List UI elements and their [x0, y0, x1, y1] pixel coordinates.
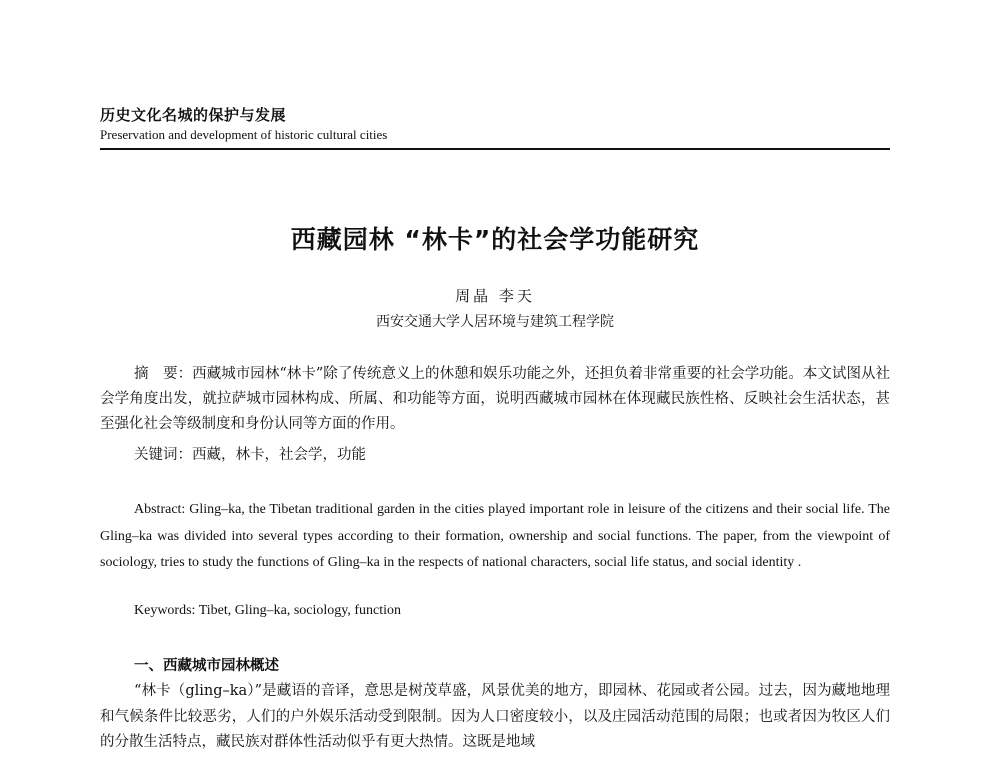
keywords-zh-label: 关键词：: [134, 447, 192, 463]
article-affiliation: 西安交通大学人居环境与建筑工程学院: [376, 314, 614, 330]
article-authors: 周晶 李天: [455, 287, 535, 305]
abstract-en-label: Abstract:: [134, 502, 190, 517]
keywords-zh-text: 西藏，林卡，社会学，功能: [192, 447, 366, 463]
header-rule: [100, 148, 890, 150]
body-paragraph: [100, 679, 890, 756]
keywords-zh: [134, 443, 366, 464]
header-title-en: Preservation and development of historic cultural cities: [100, 127, 388, 142]
abstract-en-text: Gling–ka, the Tibetan traditional garden in the cities played important role in leisure of the citizens and their social life. The Gling–ka was divided into several types according to their formation, ownership and social functions. The paper, from the viewpoint of sociology, tries to study the functions of Gling–ka in the respects of national characters, social life status, and social identity .: [100, 502, 891, 570]
abstract-zh: [100, 362, 890, 437]
article-title: 西藏园林 “林卡”的社会学功能研究: [290, 225, 700, 254]
body-paragraph-text: “林卡（gling–ka）”是藏语的音译，意思是树茂草盛，风景优美的地方，即园林、花园或者公园。过去，因为藏地地理和气候条件比较恶劣，人们的户外娱乐活动受到限制。因为人口密度较小，以及庄园活动范围的局限；也或者因为牧区人们的分散生活特点，藏民族对群体性活动似乎有更大热情。这既是地域: [100, 683, 890, 750]
abstract-zh-label: 摘 要：: [134, 366, 193, 382]
keywords-en: [134, 603, 401, 619]
abstract-en: [100, 497, 890, 577]
running-header: [100, 104, 890, 143]
section-heading: 一、西藏城市园林概述: [134, 658, 279, 674]
keywords-en-label: Keywords:: [134, 603, 199, 618]
keywords-en-text: Tibet, Gling–ka, sociology, function: [198, 603, 402, 618]
abstract-zh-text: 西藏城市园林“林卡”除了传统意义上的休憩和娱乐功能之外，还担负着非常重要的社会学功能。本文试图从社会学角度出发，就拉萨城市园林构成、所属、和功能等方面，说明西藏城市园林在体现藏民族性格、反映社会生活状态，甚至强化社会等级制度和身份认同等方面的作用。: [100, 366, 891, 432]
header-title-zh: 历史文化名城的保护与发展: [100, 106, 287, 124]
